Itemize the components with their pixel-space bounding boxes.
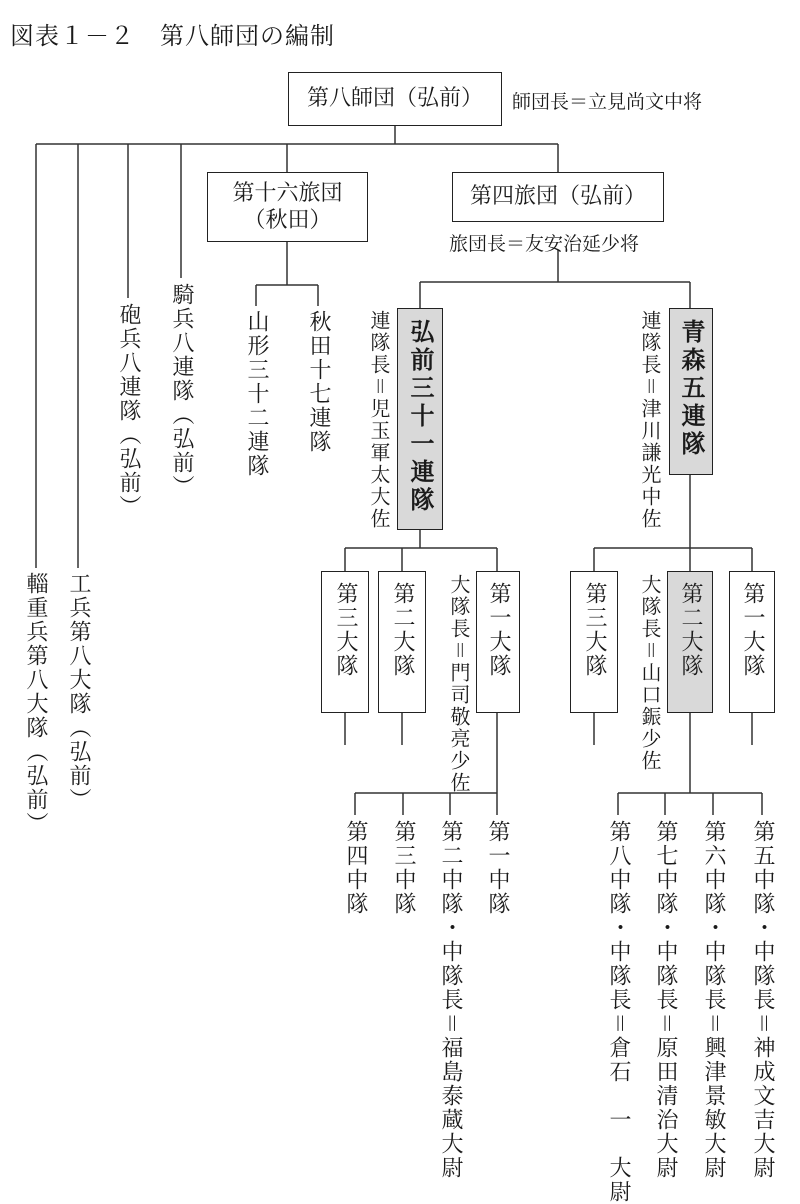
engineer-battalion: 工兵第八大隊（弘前）: [66, 572, 91, 812]
reg31-battalion2: 第二大隊: [390, 582, 415, 678]
reg31-company4: 第四中隊: [343, 820, 368, 916]
reg31-company1: 第一中隊: [485, 820, 510, 916]
chart-title: 図表１－２ 第八師団の編制: [10, 22, 335, 50]
reg5-box: [669, 308, 713, 475]
brigade16-location: （秋田）: [243, 208, 332, 233]
reg5-battalion3-box: [570, 571, 618, 713]
division-commander: 師団長＝立見尚文中将: [512, 91, 703, 113]
artillery-regiment: 砲兵八連隊（弘前）: [116, 303, 141, 519]
reg31-battalion1-box: [476, 571, 520, 713]
reg31-company3: 第三中隊: [391, 820, 416, 916]
reg31-name: 弘前三十一連隊: [406, 319, 434, 515]
reg31-commander: 連隊長＝児玉軍太大佐: [367, 310, 391, 530]
akita-regiment: 秋田十七連隊: [306, 310, 331, 454]
reg31-box: [397, 308, 443, 530]
reg5-battalion3: 第三大隊: [582, 582, 607, 678]
transport-battalion: 輜重兵第八大隊（弘前）: [23, 572, 48, 836]
reg5-company5: 第五中隊・中隊長＝神成文吉大尉: [750, 820, 775, 1180]
reg5-battalion2: 第二大隊: [678, 582, 703, 678]
reg5-commander: 連隊長＝津川謙光中佐: [638, 310, 662, 530]
cavalry-regiment: 騎兵八連隊（弘前）: [169, 283, 194, 499]
reg5-company7: 第七中隊・中隊長＝原田清治大尉: [653, 820, 678, 1180]
division-name: 第八師団（弘前）: [306, 86, 483, 112]
reg31-battalion3: 第三大隊: [333, 582, 358, 678]
brigade16-box: [207, 172, 368, 242]
reg5-company6: 第六中隊・中隊長＝興津景敏大尉: [701, 820, 726, 1180]
brigade4-commander: 旅団長＝友安治延少将: [449, 233, 640, 255]
brigade16-name: 第十六旅団: [232, 180, 343, 206]
yamagata-regiment: 山形三十二連隊: [244, 310, 269, 478]
reg5-battalion2-box: [667, 571, 713, 713]
reg5-company8: 第八中隊・中隊長＝倉石 一 大尉: [606, 820, 631, 1204]
reg5-name: 青森五連隊: [677, 319, 705, 459]
reg5-battalion1: 第一大隊: [740, 582, 765, 678]
reg31-battalion1-commander: 大隊長＝門司敬亮少佐: [447, 574, 471, 794]
reg5-battalion2-commander: 大隊長＝山口鋠少佐: [638, 574, 662, 772]
brigade4-box: [452, 172, 664, 222]
reg31-company2: 第二中隊・中隊長＝福島泰蔵大尉: [438, 820, 463, 1180]
reg31-battalion2-box: [378, 571, 426, 713]
reg5-battalion1-box: [729, 571, 775, 713]
reg31-battalion1: 第一大隊: [486, 582, 511, 678]
brigade4-name: 第四旅団（弘前）: [469, 184, 646, 210]
division-box: [288, 72, 502, 126]
reg31-battalion3-box: [321, 571, 369, 713]
